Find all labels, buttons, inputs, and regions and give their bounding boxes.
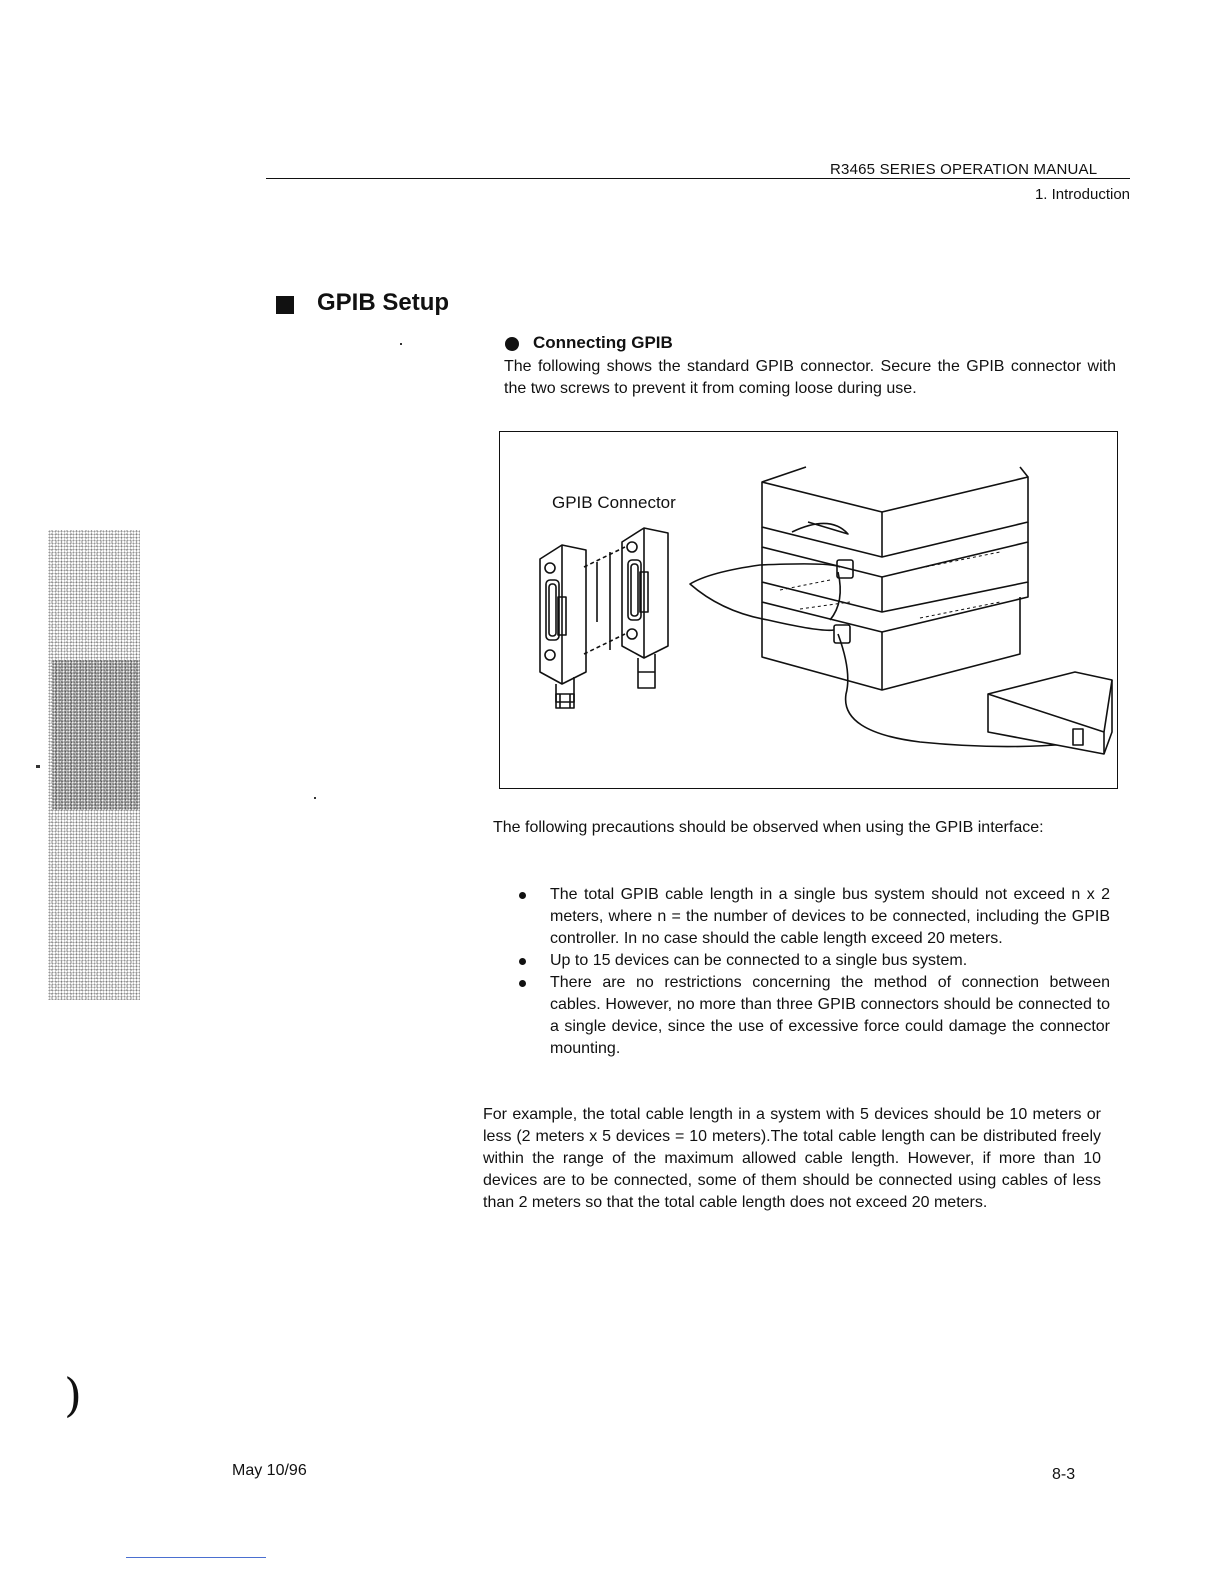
header-rule	[266, 178, 1130, 179]
intro-paragraph: The following shows the standard GPIB connector. Secure the GPIB connector with the two screws to prevent it from coming loose during use.	[504, 358, 1116, 397]
scan-noise-dark	[52, 660, 140, 810]
bullet-icon	[519, 892, 526, 899]
gpib-illustration	[500, 432, 1119, 790]
example-paragraph: For example, the total cable length in a system with 5 devices should be 10 meters or less (2 meters x 5 devices = 10 meters).The total cable length can be distributed freely within the range of the maximum allowed cable length. However, if more than 10 devices are to be connected, some of them should be connected using cables of less than 2 meters so that the total cable length does not exceed 20 meters.	[483, 1106, 1101, 1211]
scan-speck	[400, 343, 402, 345]
scan-speck	[36, 765, 40, 768]
bullet-icon	[505, 337, 519, 351]
figure-label: GPIB Connector	[552, 493, 676, 512]
gpib-connector-figure	[499, 431, 1118, 789]
list-item-text: There are no restrictions concerning the method of connection between cables. However, no more than three GPIB connectors should be connected to a single device, since the use of excessive force could damage the connector mounting.	[550, 974, 1110, 1057]
device-stack-icon	[690, 467, 1112, 754]
list-item-text: The total GPIB cable length in a single bus system should not exceed n x 2 meters, where n = the number of devices to be connected, including the GPIB controller. In no case should the cable length exceed 20 meters.	[550, 886, 1110, 947]
scan-mark: )	[64, 1368, 82, 1422]
section-title: GPIB Setup	[317, 289, 450, 316]
list-item-text: Up to 15 devices can be connected to a single bus system.	[550, 952, 968, 969]
list-item	[510, 972, 1110, 1060]
header-manual-title: R3465 SERIES OPERATION MANUAL	[830, 161, 1098, 178]
list-item	[510, 950, 1110, 972]
list-item	[510, 884, 1110, 950]
bullet-icon	[519, 958, 526, 965]
section-square-icon	[276, 296, 294, 314]
precautions-list	[510, 884, 1110, 1060]
precautions-lead: The following precautions should be observed when using the GPIB interface:	[493, 819, 1044, 836]
scan-speck	[314, 797, 316, 799]
bullet-icon	[519, 980, 526, 987]
connector-1-icon	[540, 545, 586, 708]
footer-date: May 10/96	[232, 1462, 307, 1479]
subsection-title: Connecting GPIB	[533, 333, 673, 352]
page-number: 8-3	[1052, 1466, 1076, 1483]
scan-edge-line	[126, 1557, 266, 1558]
header-chapter: 1. Introduction	[1034, 186, 1130, 203]
connector-2-icon	[584, 528, 668, 688]
